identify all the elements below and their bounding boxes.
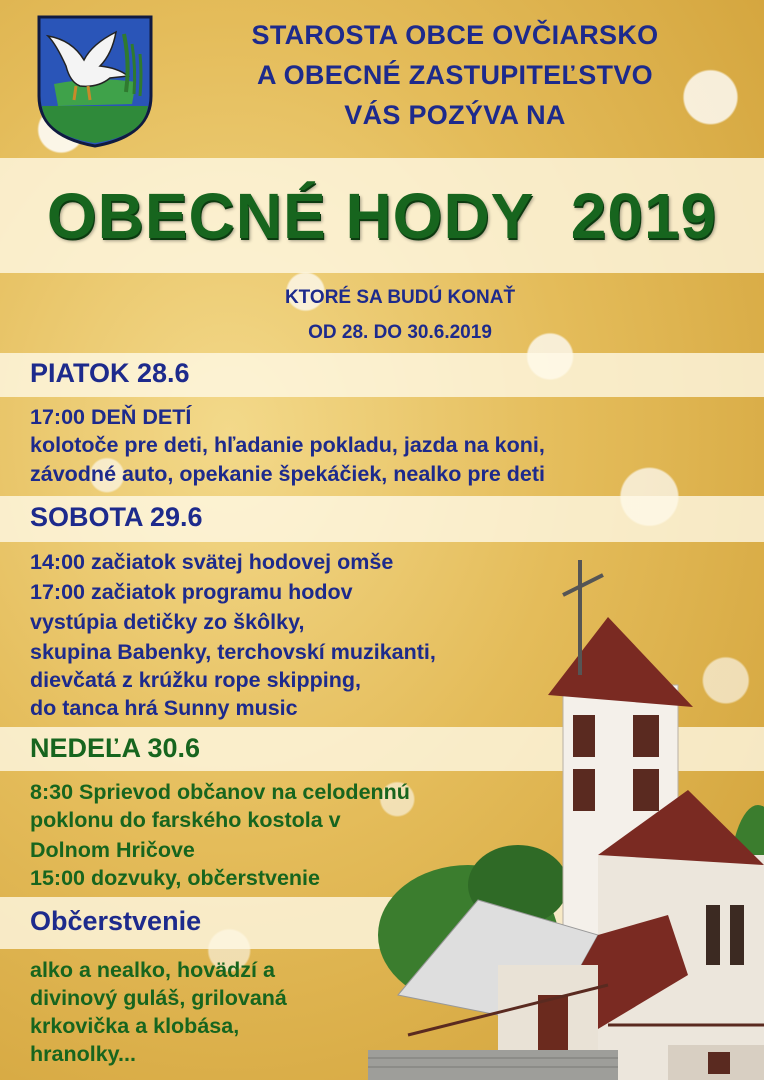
refreshment-heading: Občerstvenie <box>30 906 202 936</box>
day-heading-sunday: NEDEĽA 30.6 <box>30 733 201 763</box>
program-line: 15:00 dozvuky, občerstvenie <box>30 866 320 890</box>
refreshment-line: divinový guláš, grilovaná <box>30 986 287 1010</box>
program-line: závodné auto, opekanie špekáčiek, nealko pre deti <box>30 462 545 486</box>
event-title: OBECNÉ HODY 2019 <box>46 180 718 252</box>
program-line: 17:00 začiatok programu hodov <box>30 580 353 604</box>
subtitle-line-1: KTORÉ SA BUDÚ KONAŤ <box>284 287 516 308</box>
header-line-2: A OBECNÉ ZASTUPITEĽSTVO <box>257 60 653 90</box>
program-line: vystúpia detičky zo škôlky, <box>30 610 305 634</box>
header-line-1: STAROSTA OBCE OVČIARSKO <box>251 20 659 50</box>
refreshment-line: krkovička a klobása, <box>30 1014 240 1038</box>
program-line: poklonu do farského kostola v <box>30 808 341 832</box>
subtitle-line-2: OD 28. DO 30.6.2019 <box>308 322 492 343</box>
refreshment-line: hranolky... <box>30 1042 136 1066</box>
program-line: skupina Babenky, terchovskí muzikanti, <box>30 640 436 664</box>
coat-of-arms-icon <box>36 14 154 148</box>
program-line: kolotoče pre deti, hľadanie pokladu, jazda na koni, <box>30 433 545 457</box>
program-line: 8:30 Sprievod občanov na celodennú <box>30 780 410 804</box>
header-line-3: VÁS POZÝVA NA <box>344 100 566 130</box>
refreshment-line: alko a nealko, hovädzí a <box>30 958 275 982</box>
church-icon <box>368 555 764 1080</box>
program-line: 14:00 začiatok svätej hodovej omše <box>30 550 394 574</box>
program-line: 17:00 DEŇ DETÍ <box>30 405 192 429</box>
program-line: dievčatá z krúžku rope skipping, <box>30 668 361 692</box>
program-line: do tanca hrá Sunny music <box>30 696 298 720</box>
day-heading-saturday: SOBOTA 29.6 <box>30 502 203 532</box>
program-line: Dolnom Hričove <box>30 838 195 862</box>
day-heading-friday: PIATOK 28.6 <box>30 358 190 388</box>
